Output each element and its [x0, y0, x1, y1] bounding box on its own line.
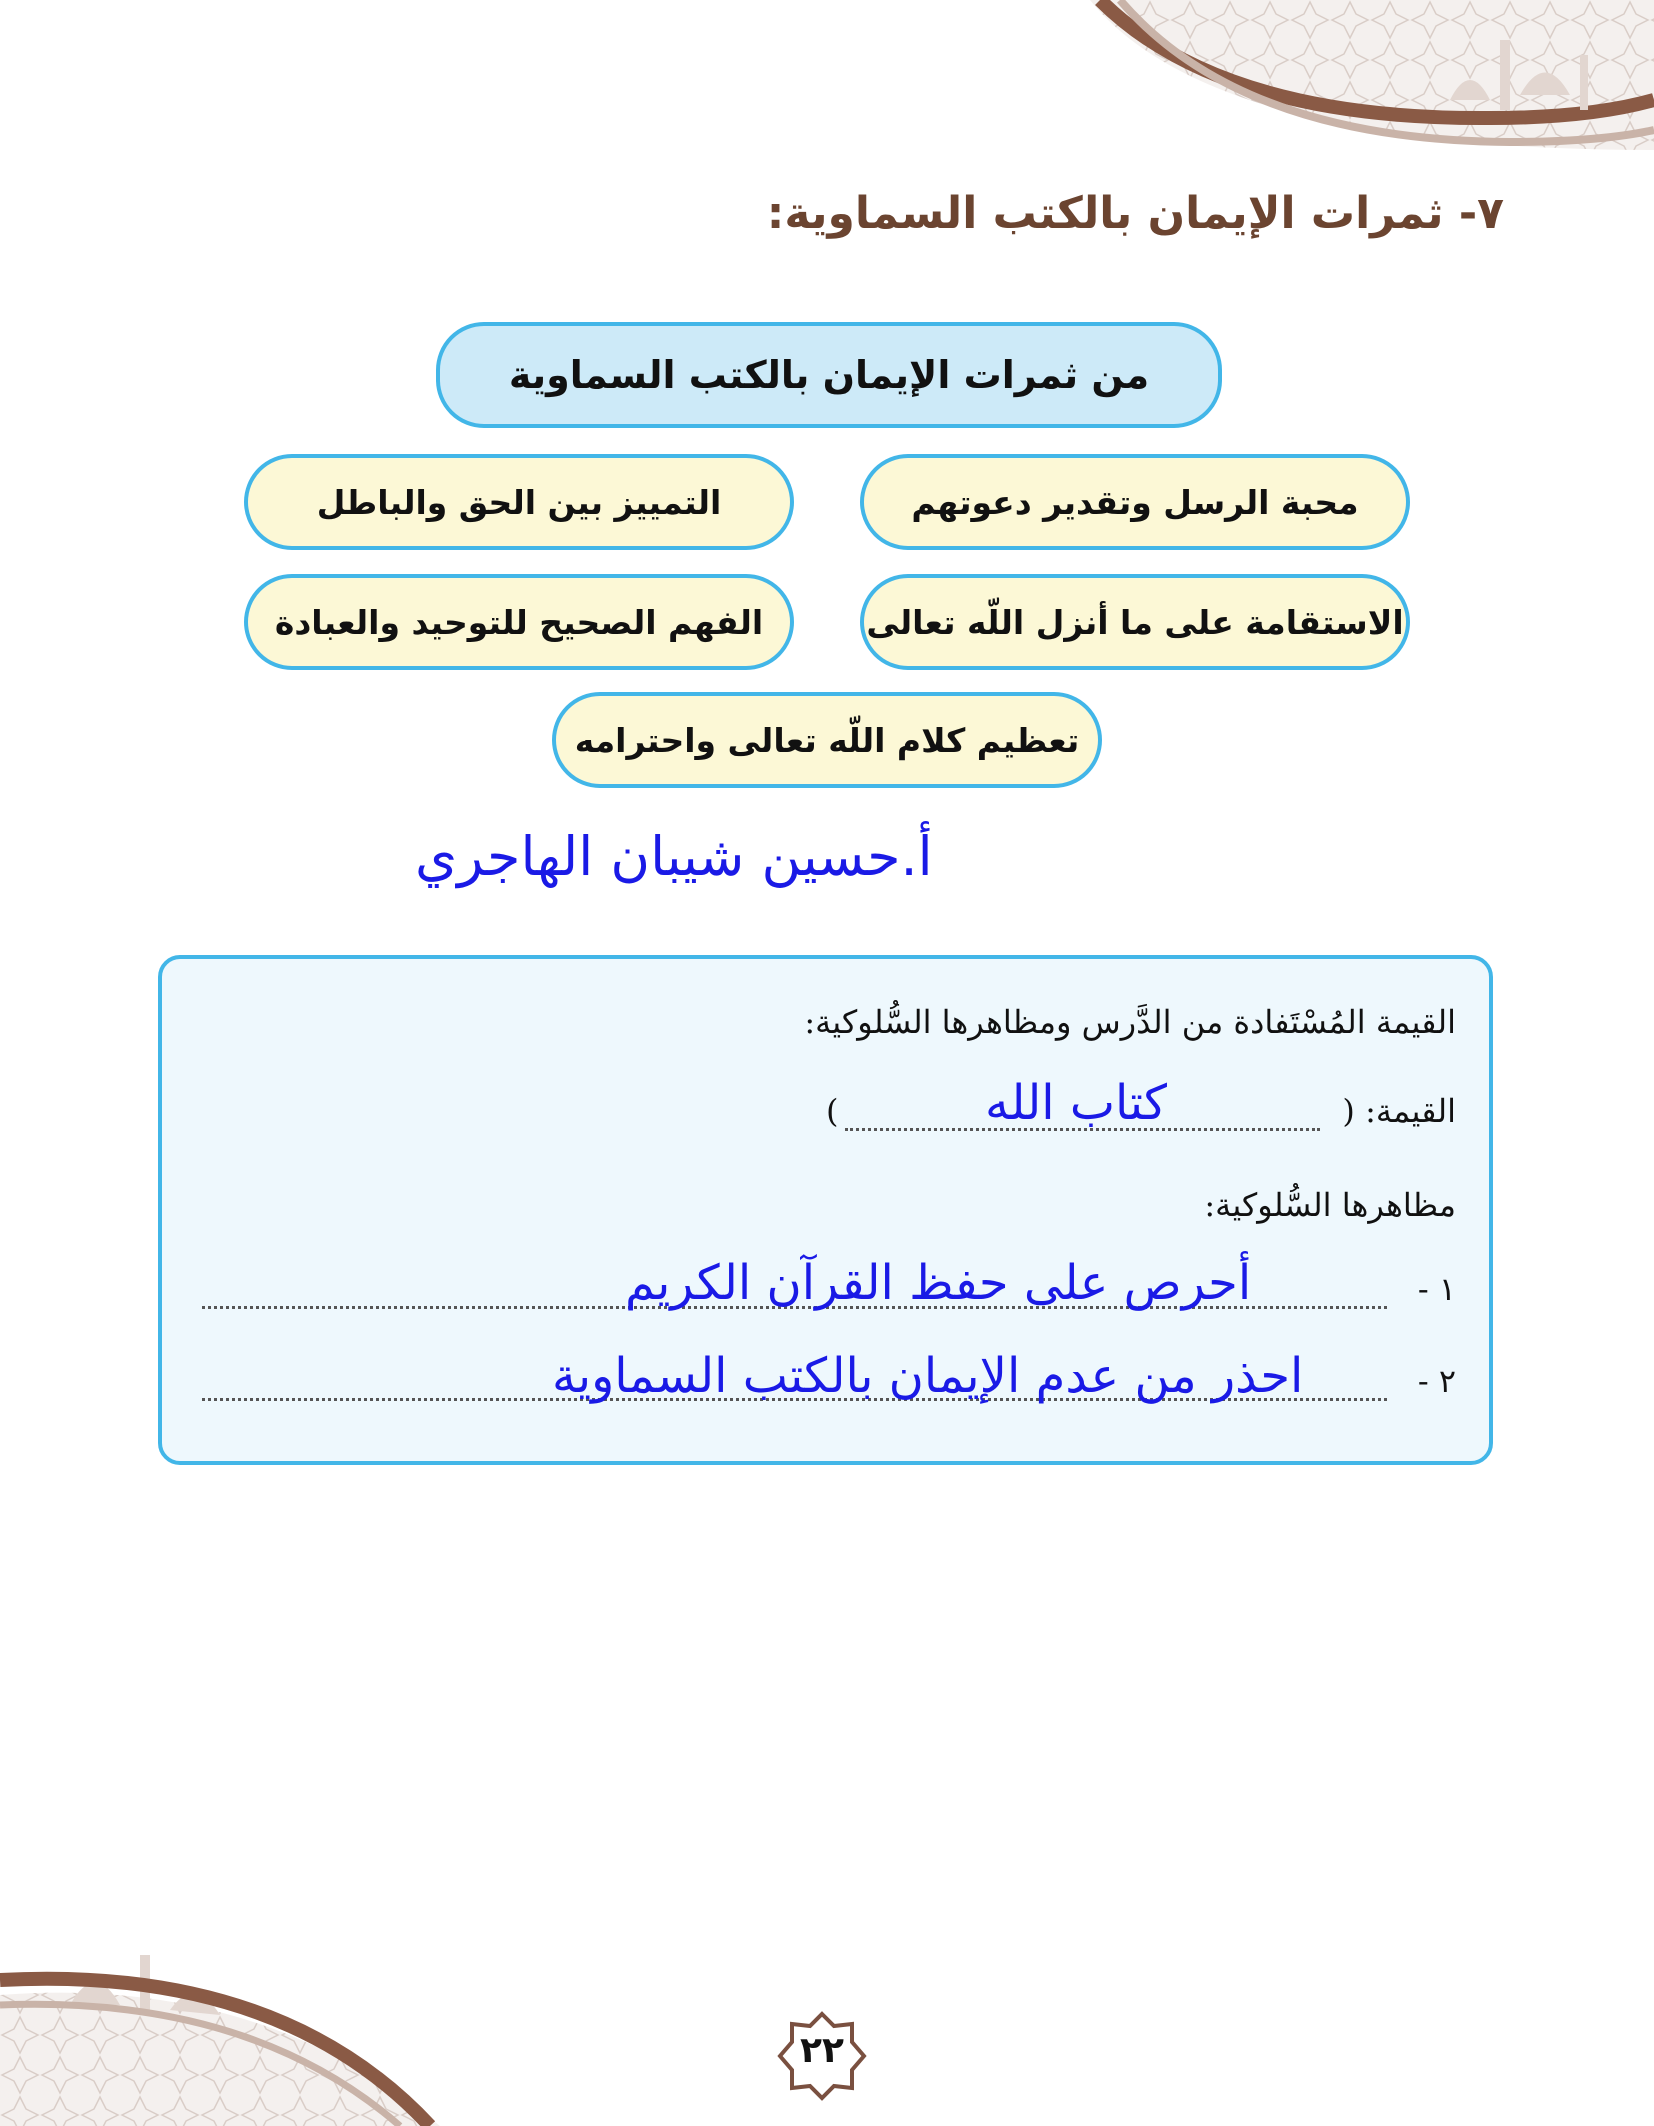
author-signature: أ.حسين شيبان الهاجري [415, 825, 933, 888]
behavior-answer: أحرص على حفظ القرآن الكريم [625, 1255, 1252, 1311]
fruit-item-pill: تعظيم كلام اللّه تعالى واحترامه [552, 692, 1102, 788]
behavior-answer: احذر من عدم الإيمان بالكتب السماوية [552, 1348, 1304, 1404]
behavior-number: ١ - [1417, 1270, 1456, 1308]
value-label: القيمة: ( [1342, 1092, 1456, 1130]
fruit-item-pill: التمييز بين الحق والباطل [244, 454, 794, 550]
diagram-title-pill: من ثمرات الإيمان بالكتب السماوية [436, 322, 1222, 428]
fruit-item-pill: محبة الرسل وتقدير دعوتهم [860, 454, 1410, 550]
section-heading: ٧- ثمرات الإيمان بالكتب السماوية: [766, 188, 1504, 239]
top-corner-ornament [1090, 0, 1654, 160]
value-answer: كتاب الله [985, 1075, 1167, 1131]
behaviors-label: مظاهرها السُّلوكية: [1204, 1186, 1456, 1224]
bottom-corner-ornament [0, 1935, 440, 2126]
value-box-intro: القيمة المُسْتَفادة من الدَّرس ومظاهرها السُّلوكية: [804, 1003, 1456, 1041]
fruit-item-pill: الفهم الصحيح للتوحيد والعبادة [244, 574, 794, 670]
fruit-item-pill: الاستقامة على ما أنزل اللّه تعالى [860, 574, 1410, 670]
value-close-paren: ) [826, 1092, 839, 1130]
behavior-number: ٢ - [1417, 1362, 1456, 1400]
page-number: ٢٢ [800, 2030, 844, 2071]
